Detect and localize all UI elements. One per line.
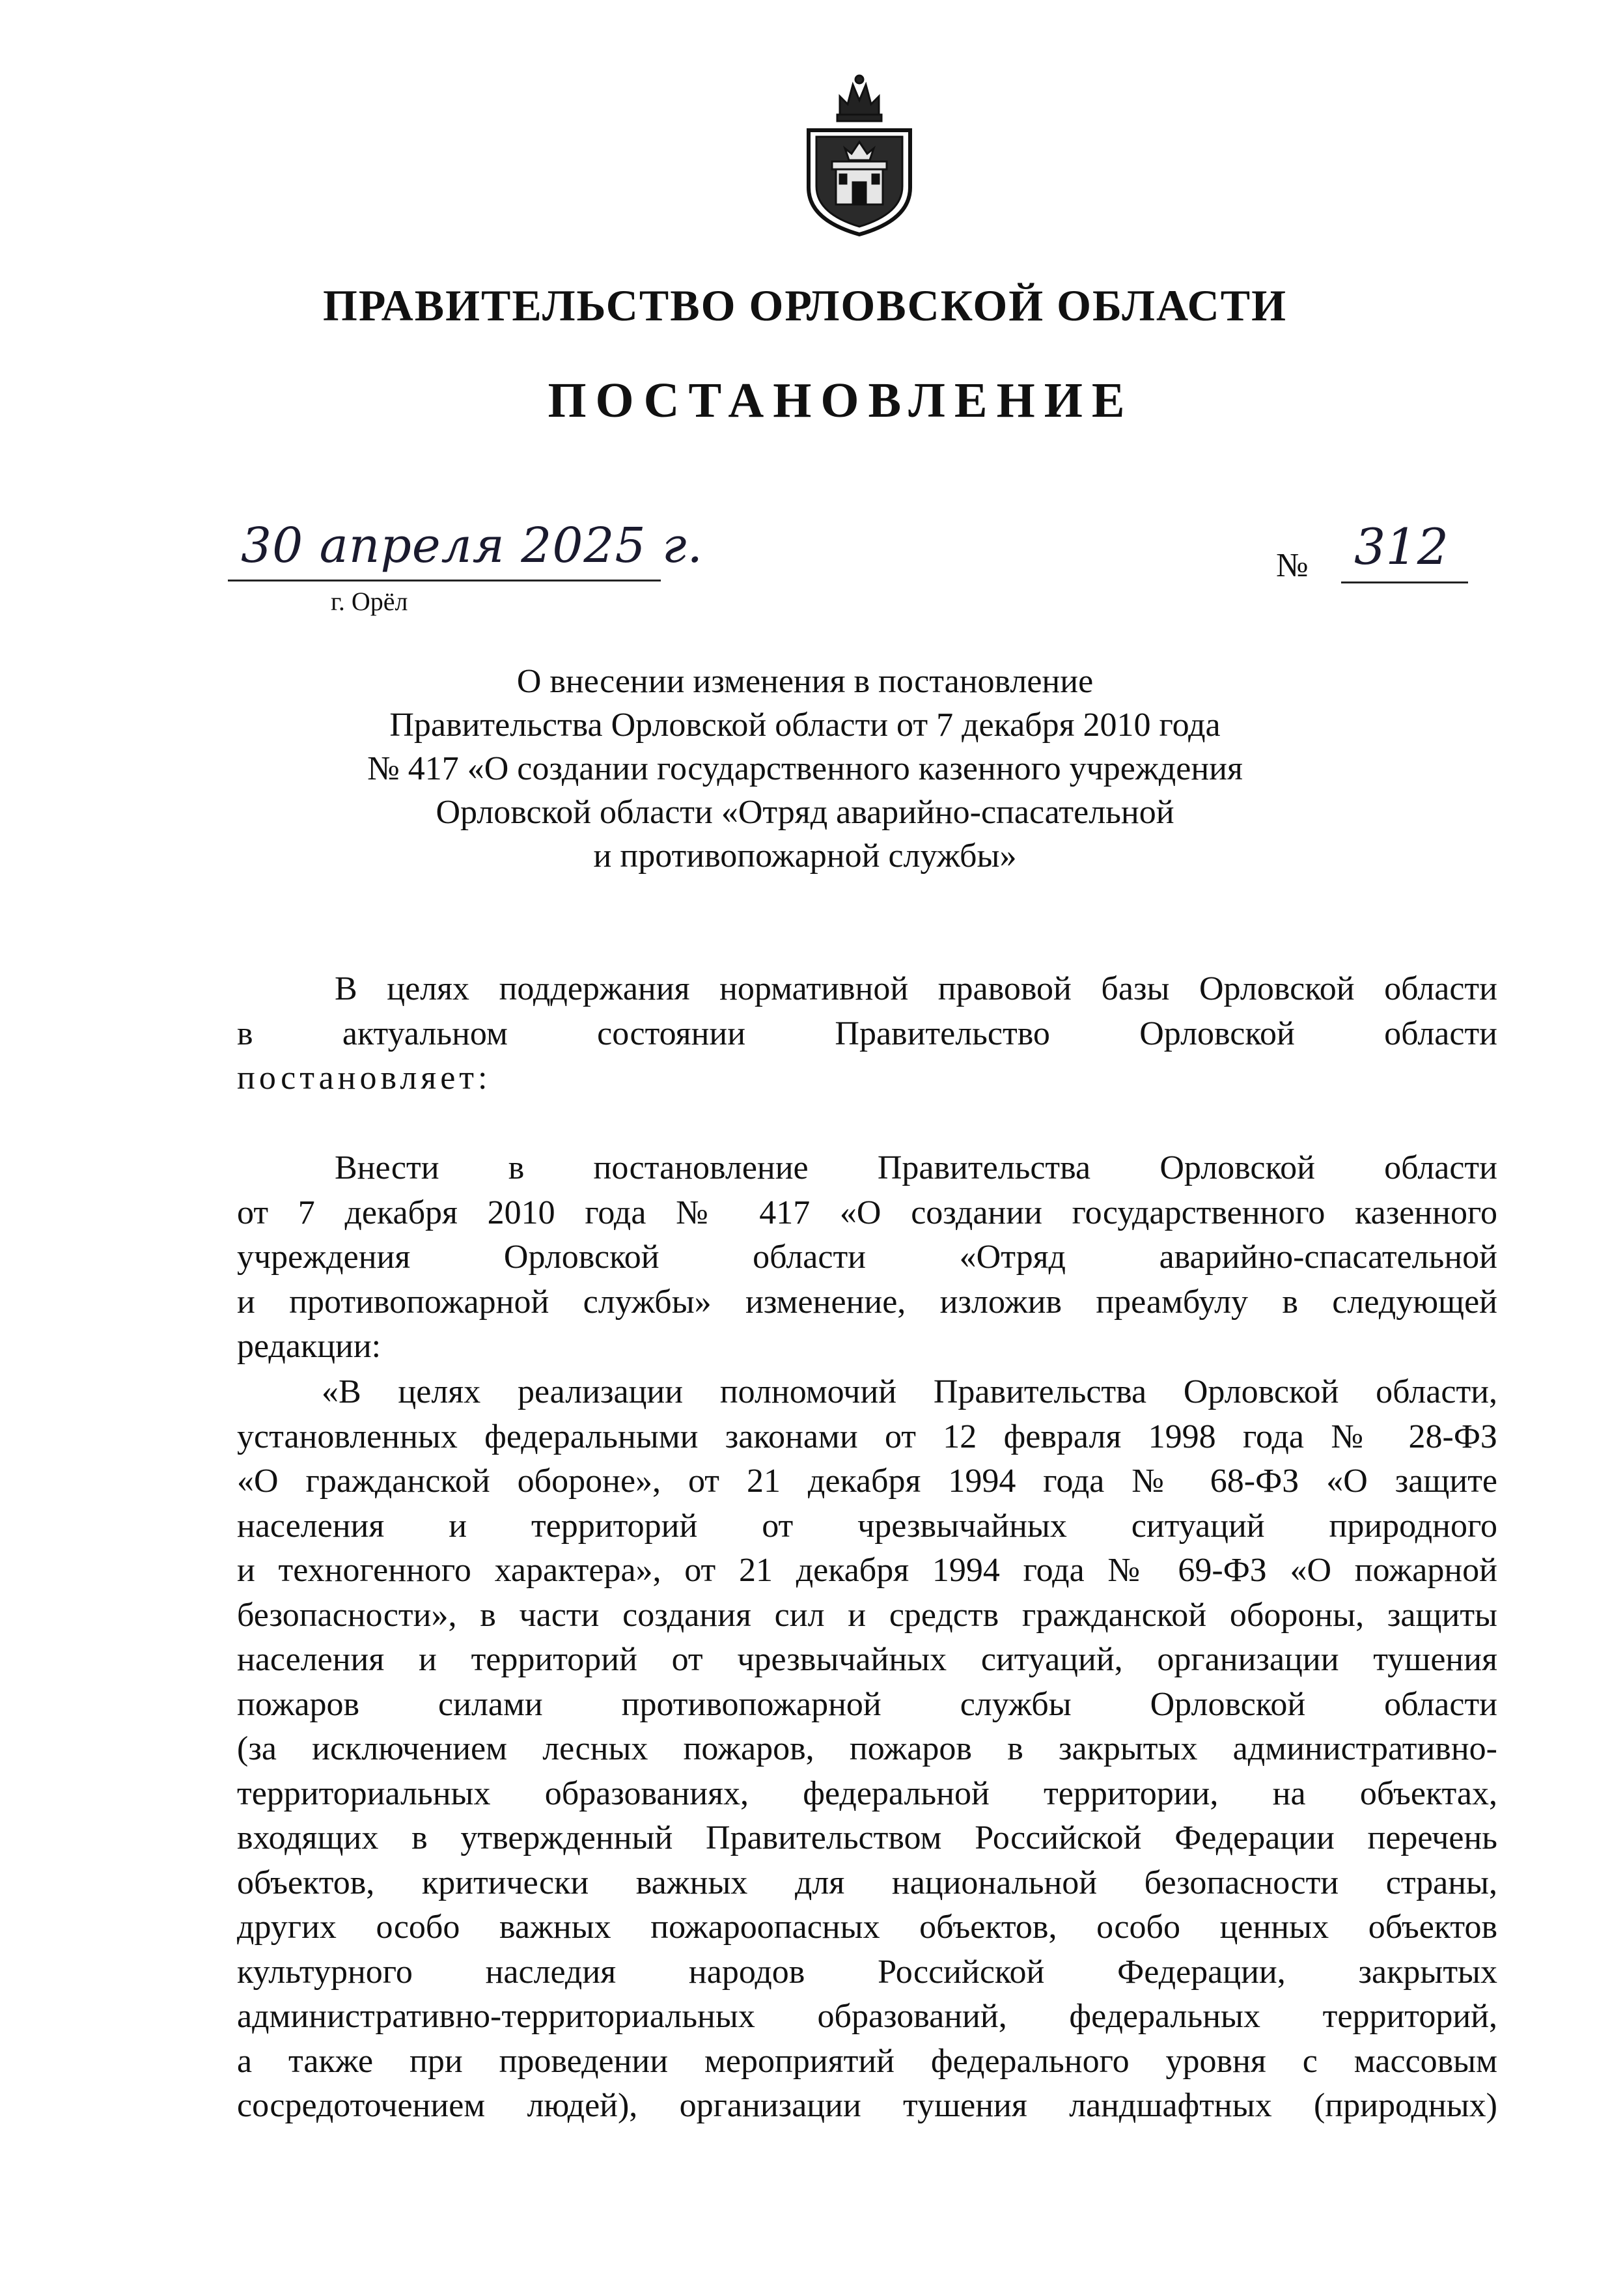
handwritten-date: 30 апреля 2025 г.	[241, 518, 704, 574]
text-line: Внести в постановление Правительства Орловской области	[335, 1149, 1497, 1186]
text-line: «В целях реализации полномочий Правительства Орловской области,	[322, 1373, 1497, 1410]
title-line: О внесении изменения в постановление	[516, 663, 1094, 700]
number-field	[1276, 518, 1484, 589]
text-line: населения и территорий от чрезвычайных ситуаций, организации тушения	[237, 1641, 1497, 1678]
text-line: сосредоточением людей), организации тушения ландшафтных (природных)	[237, 2087, 1497, 2124]
title-line: № 417 «О создании государственного казенного учреждения	[367, 750, 1243, 787]
preamble-paragraph	[237, 967, 1497, 1101]
text-line: постановляет:	[237, 1059, 492, 1097]
city-label: г. Орёл	[331, 587, 408, 616]
date-field	[228, 518, 704, 589]
number-sign: №	[1276, 547, 1309, 584]
text-line: в актуальном состоянии Правительство Орловской области	[237, 1015, 1497, 1052]
text-line: безопасности», в части создания сил и средств гражданской обороны, защиты	[237, 1596, 1497, 1634]
document-title	[0, 660, 1610, 878]
title-line: Орловской области «Отряд аварийно-спасательной	[436, 794, 1174, 831]
organization-name: ПРАВИТЕЛЬСТВО ОРЛОВСКОЙ ОБЛАСТИ	[322, 281, 1288, 330]
new-preamble-paragraph	[237, 1370, 1497, 2129]
text-line: и техногенного характера», от 21 декабря 1994 года № 69-ФЗ «О пожарной	[237, 1552, 1497, 1589]
title-line: и противопожарной службы»	[593, 837, 1017, 875]
text-line: редакции:	[237, 1328, 382, 1365]
coat-of-arms-icon	[799, 70, 919, 238]
text-line: населения и территорий от чрезвычайных ситуаций природного	[237, 1507, 1497, 1545]
text-line: а также при проведении мероприятий федерального уровня с массовым	[237, 2042, 1497, 2080]
text-line: «О гражданской обороне», от 21 декабря 1994 года № 68-ФЗ «О защите	[237, 1463, 1497, 1500]
text-line: и противопожарной службы» изменение, изложив преамбулу в следующей	[237, 1283, 1497, 1321]
text-line: входящих в утвержденный Правительством Российской Федерации перечень	[237, 1819, 1497, 1856]
document-type: ПОСТАНОВЛЕНИЕ	[548, 373, 1134, 428]
text-line: других особо важных пожароопасных объектов, особо ценных объектов	[237, 1909, 1497, 1946]
handwritten-number: 312	[1354, 518, 1449, 576]
text-line: В целях поддержания нормативной правовой базы Орловской области	[335, 970, 1497, 1007]
amendment-paragraph	[237, 1146, 1497, 1369]
text-line: объектов, критически важных для национальной безопасности страны,	[237, 1864, 1497, 1901]
text-line: (за исключением лесных пожаров, пожаров в закрытых административно-	[237, 1730, 1497, 1767]
title-line: Правительства Орловской области от 7 декабря 2010 года	[389, 707, 1221, 744]
text-line: учреждения Орловской области «Отряд аварийно-спасательной	[237, 1239, 1497, 1276]
text-line: административно-территориальных образований, федеральных территорий,	[237, 1998, 1497, 2035]
text-line: территориальных образованиях, федеральной территории, на объектах,	[237, 1774, 1497, 1812]
number-underline	[1341, 581, 1468, 583]
text-line: установленных федеральными законами от 12 февраля 1998 года № 28-ФЗ	[237, 1418, 1497, 1455]
text-line: культурного наследия народов Российской Федерации, закрытых	[237, 1953, 1497, 1991]
text-line: пожаров силами противопожарной службы Орловской области	[237, 1685, 1497, 1723]
date-underline	[228, 580, 661, 581]
text-line: от 7 декабря 2010 года № 417 «О создании государственного казенного	[237, 1194, 1497, 1231]
